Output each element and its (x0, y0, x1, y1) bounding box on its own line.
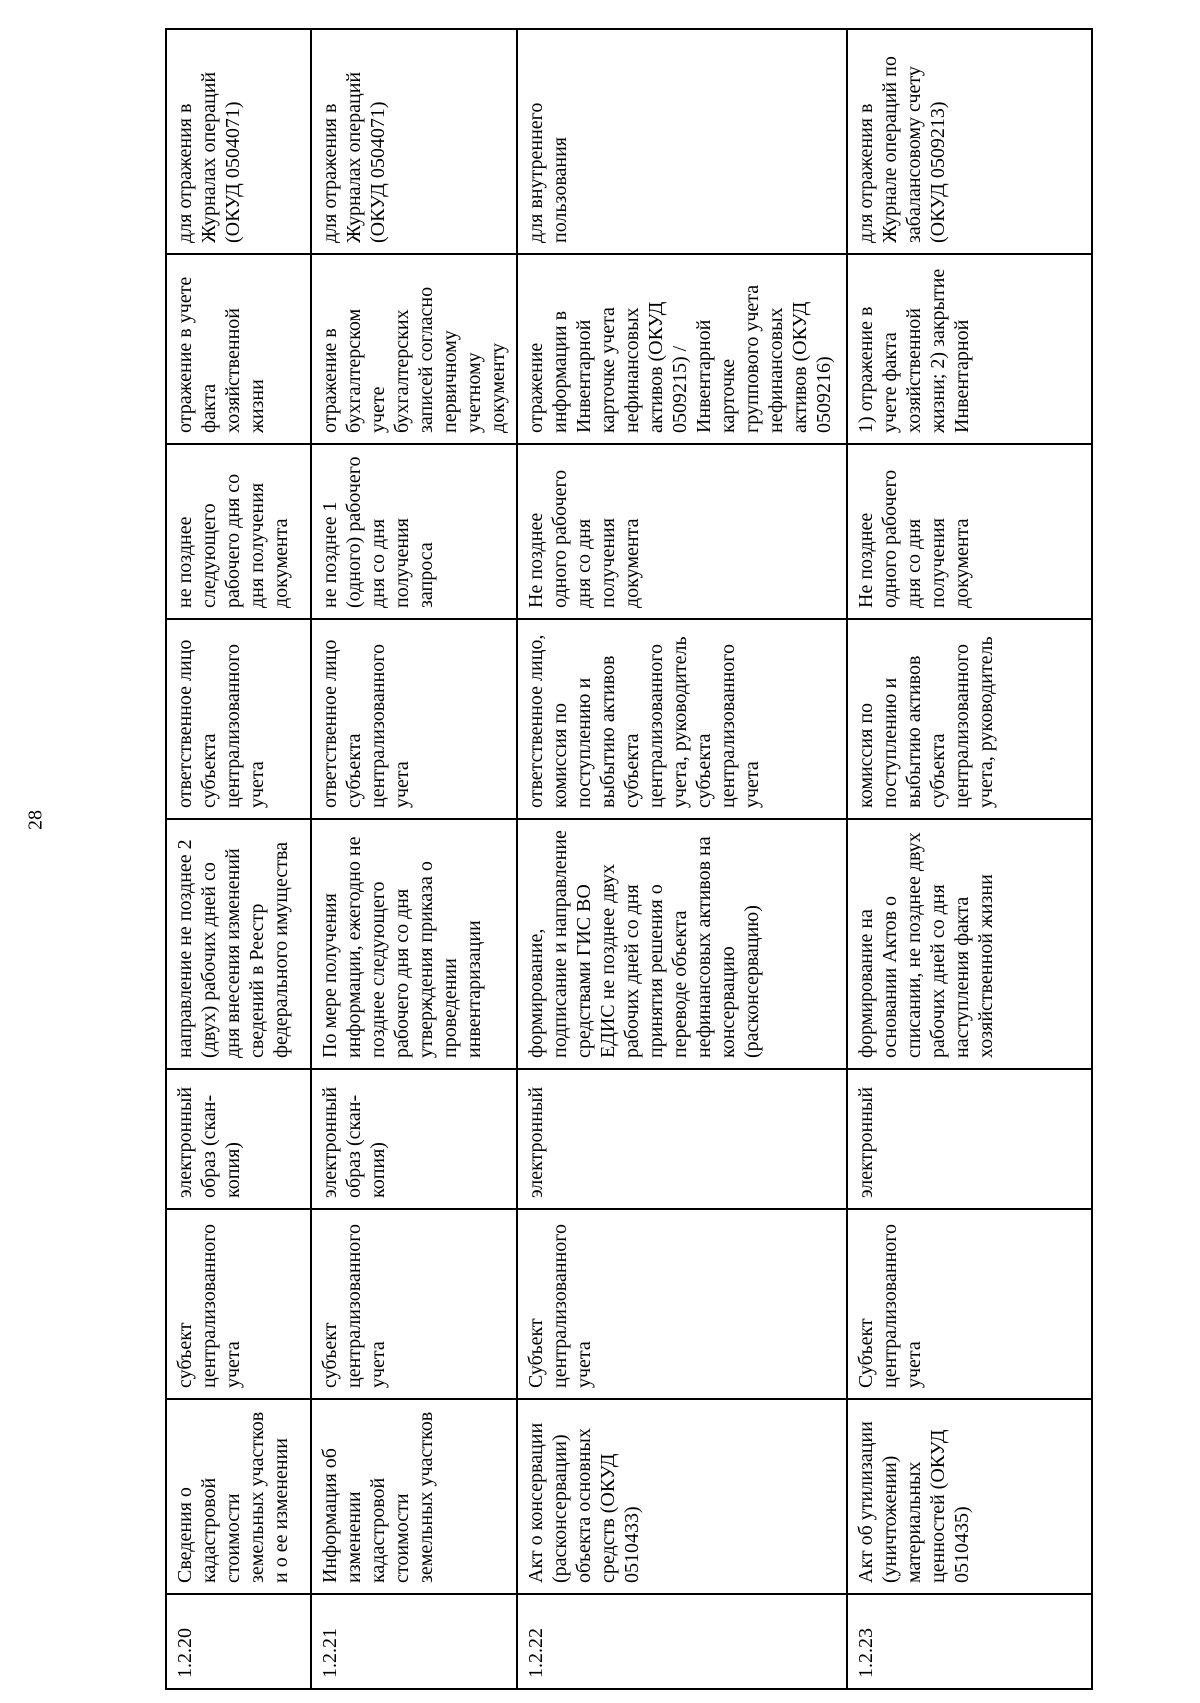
cell-action: отражение в бухгалтерском учете бухгалтерских записей согласно первичному учетному документу (311, 254, 517, 444)
cell-creator: субъект централизованного учета (311, 1209, 517, 1399)
cell-num: 1.2.20 (166, 1594, 311, 1689)
cell-doc: Информация об изменении кадастровой стоимости земельных участков (311, 1399, 517, 1594)
cell-deadline: Не позднее одного рабочего дня со дня получения документа (517, 444, 847, 619)
cell-format: электронный (847, 1069, 1092, 1209)
cell-action: 1) отражение в учете факта хозяйственной жизни; 2) закрытие Инвентарной (847, 254, 1092, 444)
page-number: 28 (24, 810, 47, 830)
cell-num: 1.2.22 (517, 1594, 847, 1689)
cell-num: 1.2.23 (847, 1594, 1092, 1689)
table-row (311, 29, 517, 1689)
cell-responsible: комиссия по поступлению и выбытию активов субъекта централизованного учета, руководитель (847, 619, 1092, 819)
cell-doc: Акт о консервации (расконсервации) объекта основных средств (ОКУД 0510433) (517, 1399, 847, 1594)
cell-responsible: ответственное лицо субъекта централизованного учета (311, 619, 517, 819)
cell-creator: Субъект централизованного учета (847, 1209, 1092, 1399)
table-row (166, 29, 311, 1689)
cell-action: отражение информации в Инвентарной карточке учета нефинансовых активов (ОКУД 0509215) / Инвентарной карточке группового учета нефинансовых активов (ОКУД 0509216) (517, 254, 847, 444)
cell-purpose: для внутреннего пользования (517, 29, 847, 254)
cell-format: электронный образ (скан-копия) (311, 1069, 517, 1209)
cell-creator: субъект централизованного учета (166, 1209, 311, 1399)
cell-procedure: формирование, подписание и направление средствами ГИС ВО ЕДИС не позднее двух рабочих дней со дня принятия решения о переводе объекта нефинансовых активов на консервацию (расконсервацию) (517, 819, 847, 1069)
cell-format: электронный образ (скан-копия) (166, 1069, 311, 1209)
cell-purpose: для отражения в Журналах операций (ОКУД 0504071) (166, 29, 311, 254)
cell-procedure: По мере получения информации, ежегодно не позднее следующего рабочего дня со дня утверждения приказа о проведении инвентаризации (311, 819, 517, 1069)
cell-procedure: формирование на основании Актов о списании, не позднее двух рабочих дней со дня наступления факта хозяйственной жизни (847, 819, 1092, 1069)
cell-responsible: ответственное лицо, комиссия по поступлению и выбытию активов субъекта централизованного учета, руководитель субъекта централизованного учета (517, 619, 847, 819)
cell-deadline: Не позднее одного рабочего дня со дня получения документа (847, 444, 1092, 619)
cell-purpose: для отражения в Журнале операций по забалансовому счету (ОКУД 0509213) (847, 29, 1092, 254)
cell-action: отражение в учете факта хозяйственной жизни (166, 254, 311, 444)
cell-deadline: не позднее следующего рабочего дня со дня получения документа (166, 444, 311, 619)
cell-deadline: не позднее 1 (одного) рабочего дня со дня получения запроса (311, 444, 517, 619)
cell-purpose: для отражения в Журналах операций (ОКУД 0504071) (311, 29, 517, 254)
cell-procedure: направление не позднее 2 (двух) рабочих дней со дня внесения изменений сведений в Реестр федерального имущества (166, 819, 311, 1069)
table-row (517, 29, 847, 1689)
cell-responsible: ответственное лицо субъекта централизованного учета (166, 619, 311, 819)
rotated-table-container (165, 30, 1085, 1690)
cell-num: 1.2.21 (311, 1594, 517, 1689)
cell-format: электронный (517, 1069, 847, 1209)
document-table (165, 28, 1093, 1690)
cell-doc: Акт об утилизации (уничтожении) материальных ценностей (ОКУД 0510435) (847, 1399, 1092, 1594)
cell-doc: Сведения о кадастровой стоимости земельных участков и о ее изменении (166, 1399, 311, 1594)
cell-creator: Субъект централизованного учета (517, 1209, 847, 1399)
table-row (847, 29, 1092, 1689)
